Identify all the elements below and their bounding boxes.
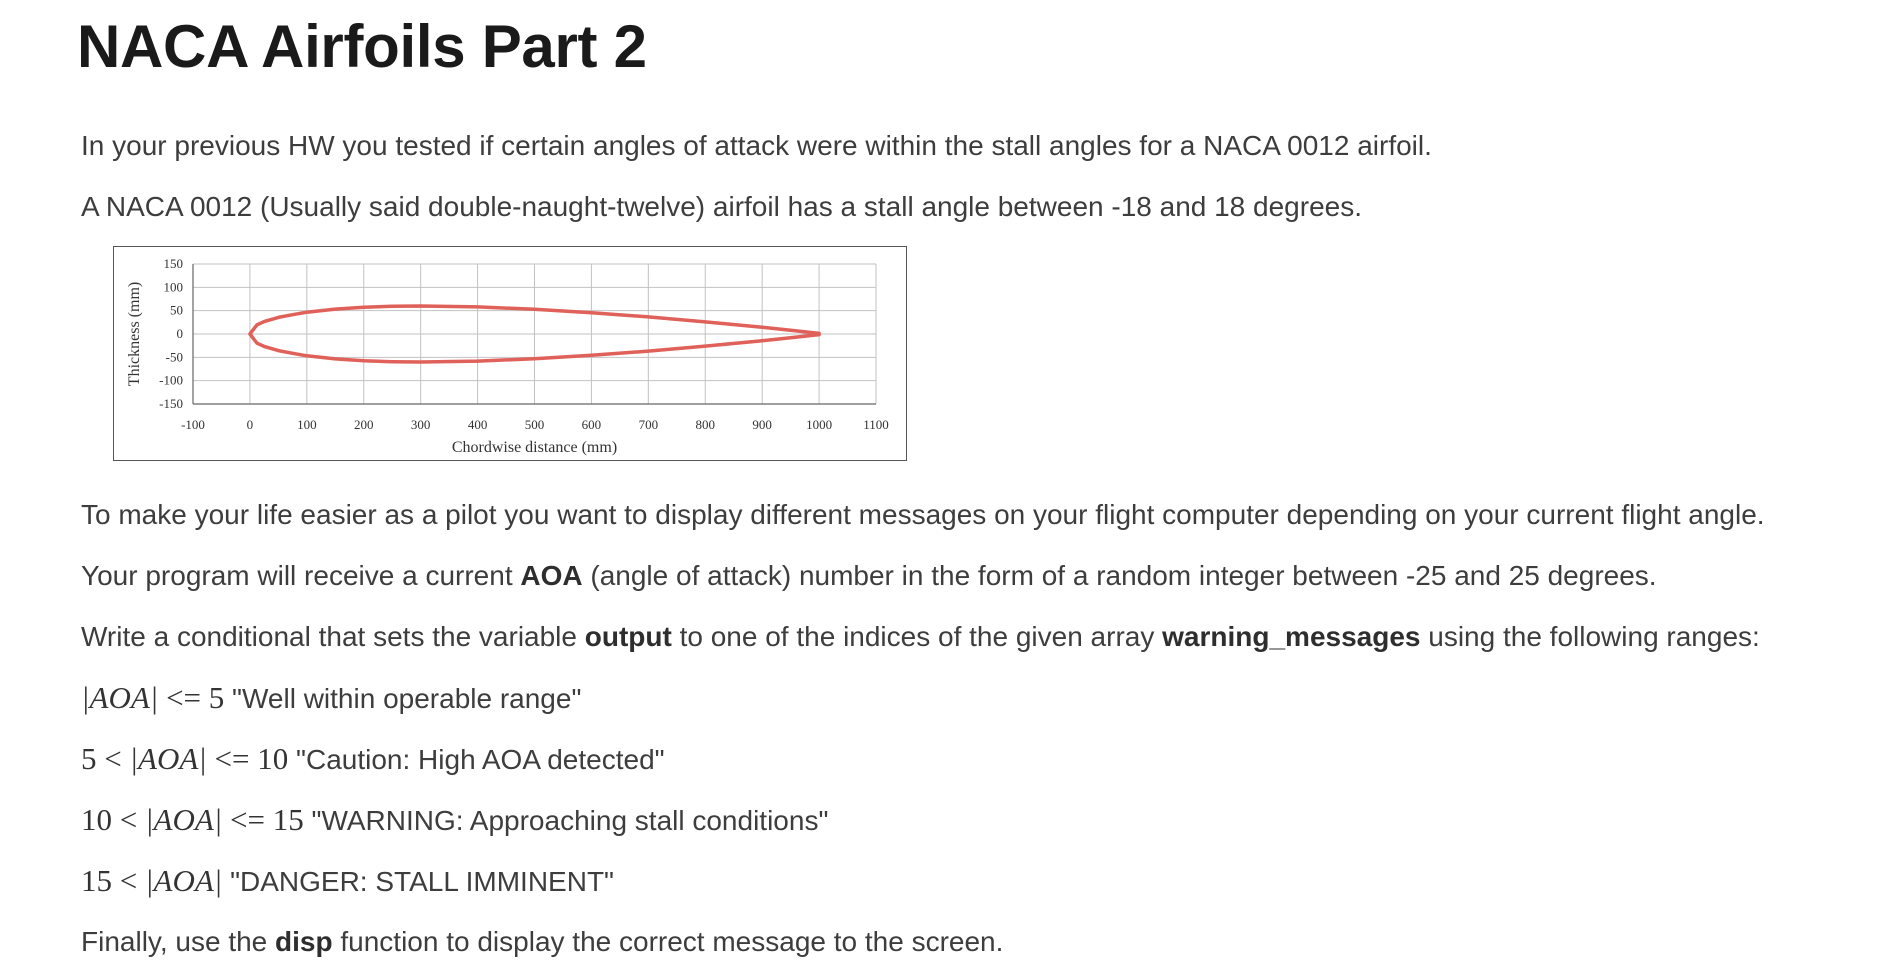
final-text-pre: Finally, use the [81,926,276,957]
aoa-paragraph [81,558,1657,594]
intro-paragraph-2: A NACA 0012 (Usually said double-naught-twelve) airfoil has a stall angle between -18 and 18 degrees. [81,191,1362,222]
y-tick-label: 0 [176,326,183,341]
x-tick-label: 700 [638,417,659,432]
x-tick-label: 900 [752,417,772,432]
disp-keyword: disp [275,926,333,957]
final-paragraph [81,924,1003,960]
instruction-paragraph: To make your life easier as a pilot you want to display different messages on your flight computer depending on your current flight angle. [81,499,1765,530]
range-condition: 5 < |AOA| <= 10 [81,741,289,776]
range-item-4 [81,863,614,900]
final-text-post: function to display the correct message to the screen. [332,926,1004,957]
airfoil-chart-svg [114,247,908,462]
y-tick-label: -50 [165,349,183,365]
warning-messages-keyword: warning_messages [1162,621,1421,652]
y-tick-label: 150 [163,256,183,271]
x-axis-label: Chordwise distance (mm) [451,439,618,456]
x-tick-label: 400 [467,417,488,432]
x-tick-label: 200 [354,417,374,432]
x-tick-label: 800 [695,417,715,432]
range-condition: 10 < |AOA| <= 15 [81,802,304,837]
aoa-text-pre: Your program will receive a current [81,560,521,591]
x-tick-label: 100 [297,417,317,432]
y-tick-label: 100 [163,279,183,295]
range-condition: |AOA| <= 5 [81,680,225,715]
output-keyword: output [584,621,672,652]
x-tick-label: 1000 [806,417,833,432]
y-axis-label: Thickness (mm) [126,281,143,387]
conditional-text-pre: Write a conditional that sets the variable [81,621,585,652]
range-condition: 15 < |AOA| [81,863,223,898]
conditional-text-post: using the following ranges: [1420,621,1760,652]
range-item-3 [81,802,828,839]
range-message: "Caution: High AOA detected" [288,744,665,775]
aoa-text-post: (angle of attack) number in the form of a random integer between -25 and 25 degrees. [582,560,1657,591]
y-tick-label: 50 [170,302,183,318]
range-item-1 [81,680,581,717]
aoa-keyword: AOA [520,560,583,591]
airfoil-chart [113,246,907,461]
x-tick-label: 300 [410,417,431,432]
x-tick-label: 1100 [863,417,889,432]
conditional-text-mid: to one of the indices of the given array [671,621,1163,652]
x-tick-label: 0 [246,417,254,432]
y-tick-label: -150 [159,396,183,411]
x-tick-label: 600 [581,417,602,432]
conditional-paragraph [81,619,1760,655]
y-tick-label: -100 [159,372,183,388]
range-message: "Well within operable range" [224,683,582,714]
range-item-2 [81,741,665,778]
range-message: "DANGER: STALL IMMINENT" [222,866,614,897]
x-tick-label: -100 [181,417,205,432]
range-message: "WARNING: Approaching stall conditions" [303,805,829,836]
page-title: NACA Airfoils Part 2 [77,13,647,80]
x-tick-label: 500 [524,417,545,432]
intro-paragraph-1: In your previous HW you tested if certain angles of attack were within the stall angles for a NACA 0012 airfoil. [81,130,1432,161]
